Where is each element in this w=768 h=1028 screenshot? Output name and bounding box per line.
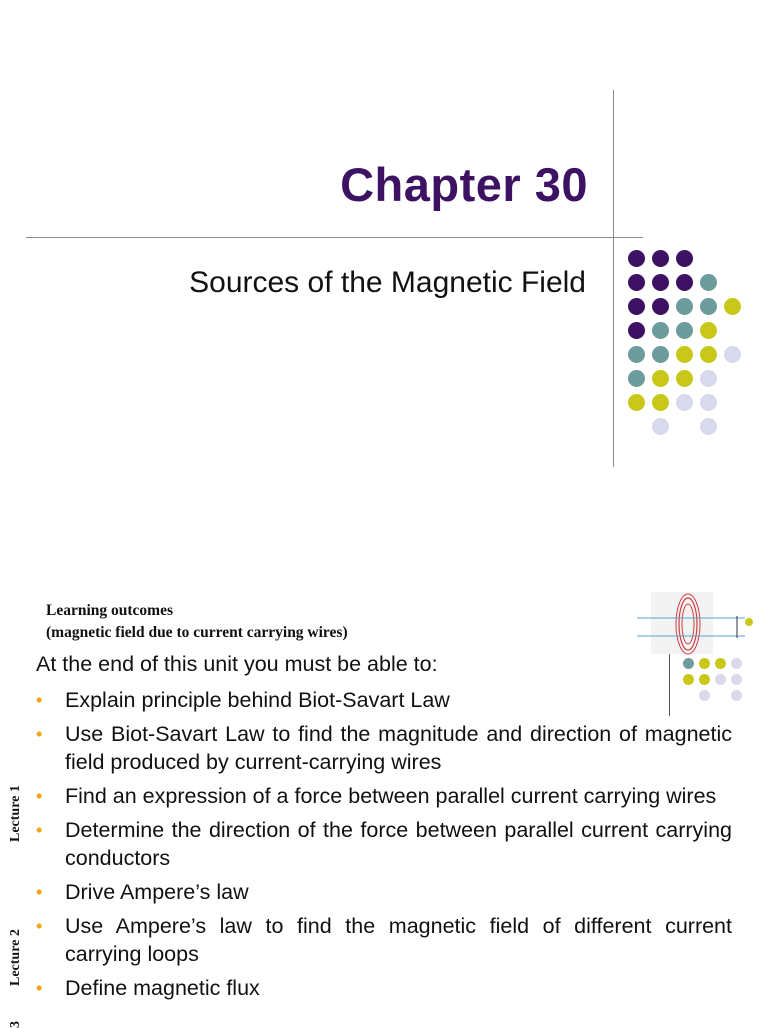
- list-item: [36, 782, 732, 810]
- bullet-icon: •: [36, 690, 43, 710]
- decorative-dot: [628, 274, 645, 291]
- decorative-dot: [676, 250, 693, 267]
- decorative-dot: [715, 658, 726, 669]
- learning-outcomes-heading: [46, 600, 348, 644]
- list-item: [36, 686, 732, 714]
- bullet-icon: •: [36, 882, 43, 902]
- list-item: [36, 912, 732, 968]
- bullet-icon: •: [36, 820, 43, 840]
- decorative-dot: [652, 298, 669, 315]
- decorative-dot: [676, 394, 693, 411]
- list-item: [36, 720, 732, 776]
- decorative-dot: [700, 370, 717, 387]
- horizontal-divider: [26, 237, 643, 238]
- decorative-dot: [628, 394, 645, 411]
- lecture-3-label: 3: [8, 1021, 23, 1028]
- decorative-dot: [628, 370, 645, 387]
- heading-line-2: (magnetic field due to current carrying wires): [46, 624, 348, 641]
- list-item-text: Drive Ampere’s law: [65, 880, 249, 904]
- decorative-dot: [700, 298, 717, 315]
- decorative-dot: [628, 322, 645, 339]
- slide-title: Chapter 30: [340, 158, 588, 211]
- list-item-text: Define magnetic flux: [65, 976, 260, 1000]
- decorative-dot: [731, 674, 742, 685]
- decorative-dot: [652, 370, 669, 387]
- lecture-2-label: Lecture 2: [8, 929, 23, 986]
- list-item-text: Use Ampere’s law to find the magnetic field of different current carrying loops: [65, 914, 732, 966]
- decorative-dot: [628, 250, 645, 267]
- decorative-dot: [731, 658, 742, 669]
- list-item-text: Determine the direction of the force between parallel current carrying conductors: [65, 818, 732, 870]
- vertical-divider: [613, 90, 614, 467]
- decorative-dot: [700, 394, 717, 411]
- decorative-dot: [628, 298, 645, 315]
- decorative-dot: [628, 346, 645, 363]
- decorative-dot: [652, 250, 669, 267]
- decorative-dot: [652, 346, 669, 363]
- list-item-text: Find an expression of a force between parallel current carrying wires: [65, 784, 717, 808]
- decorative-dot: [715, 674, 726, 685]
- decorative-dot: [700, 418, 717, 435]
- decorative-dot: [700, 322, 717, 339]
- list-item-text: Explain principle behind Biot-Savart Law: [65, 688, 450, 712]
- list-item: [36, 878, 732, 906]
- intro-text: At the end of this unit you must be able to:: [36, 652, 438, 676]
- list-item: [36, 816, 732, 872]
- decorative-dot: [724, 346, 741, 363]
- lecture-1-label: Lecture 1: [8, 785, 23, 842]
- decorative-dot: [724, 298, 741, 315]
- decorative-dot: [676, 346, 693, 363]
- heading-line-1: Learning outcomes: [46, 602, 174, 619]
- decorative-dot: [652, 274, 669, 291]
- title-slide: [0, 0, 768, 512]
- outcomes-list: [36, 686, 732, 1008]
- bullet-icon: •: [36, 724, 43, 744]
- bullet-icon: •: [36, 916, 43, 936]
- bullet-icon: •: [36, 786, 43, 806]
- decorative-dot: [676, 370, 693, 387]
- decorative-dot: [652, 418, 669, 435]
- decorative-dot: [700, 346, 717, 363]
- decorative-dot: [700, 274, 717, 291]
- decorative-dot: [676, 322, 693, 339]
- decorative-dot: [683, 658, 694, 669]
- current-loop-diagram: [633, 586, 768, 666]
- decorative-dot: [699, 674, 710, 685]
- learning-outcomes-slide: [0, 512, 768, 1028]
- decorative-dot: [699, 658, 710, 669]
- list-item: [36, 974, 732, 1002]
- decorative-dot: [676, 298, 693, 315]
- decorative-dot: [676, 274, 693, 291]
- decorative-dot: [652, 322, 669, 339]
- list-item-text: Use Biot-Savart Law to find the magnitude and direction of magnetic field produced by current-carrying wires: [65, 722, 732, 774]
- bullet-icon: •: [36, 978, 43, 998]
- decorative-dot: [731, 690, 742, 701]
- decorative-dot: [652, 394, 669, 411]
- decorative-dot: [683, 674, 694, 685]
- slide-subtitle: Sources of the Magnetic Field: [189, 266, 586, 299]
